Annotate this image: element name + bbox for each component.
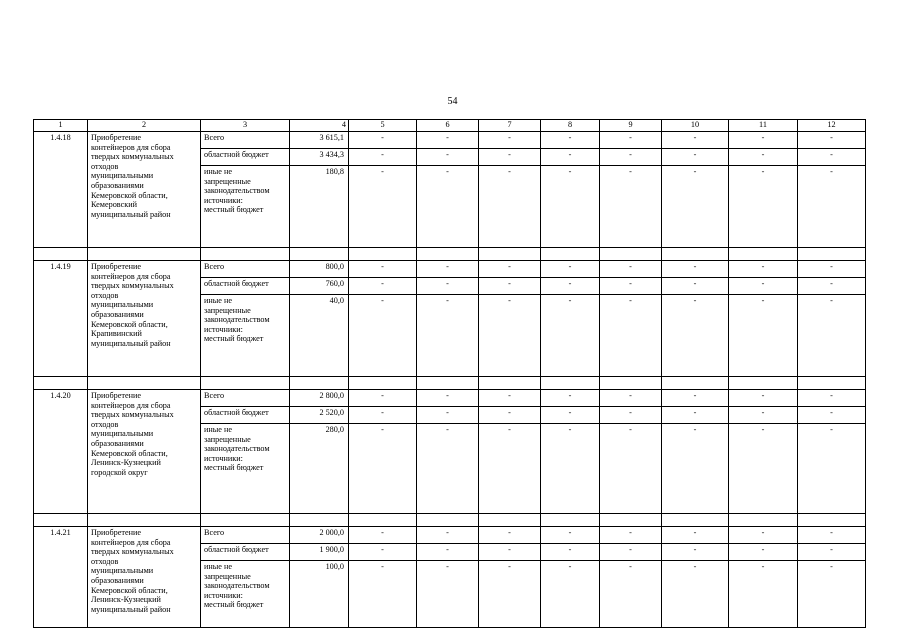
table-row <box>34 527 866 544</box>
spacer-cell <box>729 248 798 261</box>
table-row <box>34 261 866 278</box>
empty-value-cell: - <box>600 278 662 295</box>
empty-value-cell: - <box>349 295 417 377</box>
empty-value-cell: - <box>541 561 600 628</box>
funding-source: иные не запрещенные законодательством источники: местный бюджет <box>201 424 290 514</box>
spacer-cell <box>541 377 600 390</box>
empty-value-cell: - <box>798 527 866 544</box>
empty-value-cell: - <box>541 527 600 544</box>
empty-value-cell: - <box>349 166 417 248</box>
funding-source: Всего <box>201 390 290 407</box>
funding-source: Всего <box>201 527 290 544</box>
empty-value-cell: - <box>729 407 798 424</box>
spacer-cell <box>662 514 729 527</box>
empty-value-cell: - <box>479 149 541 166</box>
empty-value-cell: - <box>798 390 866 407</box>
empty-value-cell: - <box>600 261 662 278</box>
empty-value-cell: - <box>600 166 662 248</box>
empty-value-cell: - <box>479 132 541 149</box>
empty-value-cell: - <box>798 149 866 166</box>
funding-source: иные не запрещенные законодательством источники: местный бюджет <box>201 295 290 377</box>
empty-value-cell: - <box>662 132 729 149</box>
empty-value-cell: - <box>729 390 798 407</box>
amount-value: 180,8 <box>290 166 349 248</box>
spacer-cell <box>600 377 662 390</box>
empty-value-cell: - <box>729 424 798 514</box>
empty-value-cell: - <box>479 424 541 514</box>
item-number: 1.4.20 <box>34 390 88 514</box>
empty-value-cell: - <box>541 407 600 424</box>
empty-value-cell: - <box>349 407 417 424</box>
empty-value-cell: - <box>479 407 541 424</box>
empty-value-cell: - <box>798 261 866 278</box>
empty-value-cell: - <box>600 407 662 424</box>
funding-source: иные не запрещенные законодательством источники: местный бюджет <box>201 166 290 248</box>
empty-value-cell: - <box>417 261 479 278</box>
header-cell: 7 <box>479 120 541 132</box>
funding-source: Всего <box>201 261 290 278</box>
empty-value-cell: - <box>600 561 662 628</box>
spacer-row <box>34 248 866 261</box>
spacer-cell <box>290 377 349 390</box>
table-row <box>34 132 866 149</box>
spacer-cell <box>201 248 290 261</box>
empty-value-cell: - <box>541 295 600 377</box>
spacer-cell <box>417 514 479 527</box>
item-number: 1.4.18 <box>34 132 88 248</box>
funding-source: областной бюджет <box>201 278 290 295</box>
amount-value: 760,0 <box>290 278 349 295</box>
empty-value-cell: - <box>729 527 798 544</box>
empty-value-cell: - <box>541 390 600 407</box>
funding-source: областной бюджет <box>201 407 290 424</box>
funding-source: областной бюджет <box>201 149 290 166</box>
header-cell: 8 <box>541 120 600 132</box>
funding-source: Всего <box>201 132 290 149</box>
empty-value-cell: - <box>349 544 417 561</box>
header-cell: 6 <box>417 120 479 132</box>
empty-value-cell: - <box>600 132 662 149</box>
empty-value-cell: - <box>417 295 479 377</box>
spacer-cell <box>600 248 662 261</box>
empty-value-cell: - <box>349 424 417 514</box>
amount-value: 1 900,0 <box>290 544 349 561</box>
empty-value-cell: - <box>662 561 729 628</box>
header-cell: 5 <box>349 120 417 132</box>
spacer-cell <box>349 248 417 261</box>
empty-value-cell: - <box>729 295 798 377</box>
empty-value-cell: - <box>662 278 729 295</box>
empty-value-cell: - <box>417 149 479 166</box>
header-cell: 4 <box>290 120 349 132</box>
empty-value-cell: - <box>798 407 866 424</box>
spacer-cell <box>600 514 662 527</box>
empty-value-cell: - <box>662 407 729 424</box>
empty-value-cell: - <box>798 424 866 514</box>
spacer-cell <box>88 377 201 390</box>
budget-table <box>33 119 866 628</box>
item-name: Приобретение контейнеров для сбора твердых коммунальных отходов муниципальными образованиями Кемеровской области, Кемеровский муниципальный район <box>88 132 201 248</box>
empty-value-cell: - <box>417 544 479 561</box>
empty-value-cell: - <box>417 407 479 424</box>
empty-value-cell: - <box>729 261 798 278</box>
spacer-cell <box>729 514 798 527</box>
amount-value: 3 434,3 <box>290 149 349 166</box>
empty-value-cell: - <box>798 544 866 561</box>
empty-value-cell: - <box>541 132 600 149</box>
spacer-cell <box>541 514 600 527</box>
spacer-cell <box>349 377 417 390</box>
empty-value-cell: - <box>349 390 417 407</box>
empty-value-cell: - <box>600 527 662 544</box>
header-cell: 2 <box>88 120 201 132</box>
empty-value-cell: - <box>798 166 866 248</box>
empty-value-cell: - <box>479 390 541 407</box>
empty-value-cell: - <box>662 166 729 248</box>
spacer-cell <box>798 377 866 390</box>
empty-value-cell: - <box>662 424 729 514</box>
empty-value-cell: - <box>600 544 662 561</box>
empty-value-cell: - <box>600 149 662 166</box>
empty-value-cell: - <box>417 390 479 407</box>
empty-value-cell: - <box>662 295 729 377</box>
empty-value-cell: - <box>600 424 662 514</box>
empty-value-cell: - <box>349 261 417 278</box>
amount-value: 2 000,0 <box>290 527 349 544</box>
spacer-cell <box>201 514 290 527</box>
spacer-cell <box>290 248 349 261</box>
item-number: 1.4.21 <box>34 527 88 628</box>
empty-value-cell: - <box>349 278 417 295</box>
empty-value-cell: - <box>479 561 541 628</box>
amount-value: 2 520,0 <box>290 407 349 424</box>
item-name: Приобретение контейнеров для сбора твердых коммунальных отходов муниципальными образованиями Кемеровской области, Ленинск-Кузнецкий муниципальный район <box>88 527 201 628</box>
empty-value-cell: - <box>798 295 866 377</box>
amount-value: 40,0 <box>290 295 349 377</box>
spacer-cell <box>662 377 729 390</box>
spacer-cell <box>541 248 600 261</box>
empty-value-cell: - <box>479 527 541 544</box>
amount-value: 280,0 <box>290 424 349 514</box>
empty-value-cell: - <box>729 544 798 561</box>
empty-value-cell: - <box>541 261 600 278</box>
header-cell: 1 <box>34 120 88 132</box>
empty-value-cell: - <box>541 166 600 248</box>
empty-value-cell: - <box>662 149 729 166</box>
header-cell: 3 <box>201 120 290 132</box>
spacer-cell <box>729 377 798 390</box>
empty-value-cell: - <box>417 166 479 248</box>
empty-value-cell: - <box>349 561 417 628</box>
item-number: 1.4.19 <box>34 261 88 377</box>
empty-value-cell: - <box>541 424 600 514</box>
empty-value-cell: - <box>541 149 600 166</box>
empty-value-cell: - <box>798 561 866 628</box>
empty-value-cell: - <box>798 132 866 149</box>
empty-value-cell: - <box>541 278 600 295</box>
empty-value-cell: - <box>349 132 417 149</box>
empty-value-cell: - <box>479 166 541 248</box>
spacer-row <box>34 377 866 390</box>
header-cell: 11 <box>729 120 798 132</box>
spacer-cell <box>290 514 349 527</box>
empty-value-cell: - <box>729 166 798 248</box>
amount-value: 800,0 <box>290 261 349 278</box>
empty-value-cell: - <box>662 261 729 278</box>
empty-value-cell: - <box>600 295 662 377</box>
funding-source: иные не запрещенные законодательством источники: местный бюджет <box>201 561 290 628</box>
spacer-cell <box>662 248 729 261</box>
empty-value-cell: - <box>417 561 479 628</box>
item-name: Приобретение контейнеров для сбора твердых коммунальных отходов муниципальными образованиями Кемеровской области, Крапивинский муниципальный район <box>88 261 201 377</box>
page-number: 54 <box>447 96 458 107</box>
empty-value-cell: - <box>417 424 479 514</box>
empty-value-cell: - <box>349 149 417 166</box>
amount-value: 100,0 <box>290 561 349 628</box>
empty-value-cell: - <box>662 390 729 407</box>
empty-value-cell: - <box>349 527 417 544</box>
empty-value-cell: - <box>479 295 541 377</box>
empty-value-cell: - <box>600 390 662 407</box>
empty-value-cell: - <box>729 278 798 295</box>
spacer-cell <box>349 514 417 527</box>
header-cell: 12 <box>798 120 866 132</box>
spacer-cell <box>88 248 201 261</box>
spacer-cell <box>34 248 88 261</box>
empty-value-cell: - <box>417 132 479 149</box>
empty-value-cell: - <box>479 544 541 561</box>
header-cell: 10 <box>662 120 729 132</box>
empty-value-cell: - <box>541 544 600 561</box>
funding-source: областной бюджет <box>201 544 290 561</box>
empty-value-cell: - <box>729 149 798 166</box>
empty-value-cell: - <box>479 278 541 295</box>
spacer-cell <box>798 248 866 261</box>
spacer-cell <box>88 514 201 527</box>
spacer-cell <box>479 514 541 527</box>
spacer-cell <box>201 377 290 390</box>
table-row <box>34 390 866 407</box>
header-cell: 9 <box>600 120 662 132</box>
amount-value: 3 615,1 <box>290 132 349 149</box>
spacer-cell <box>479 377 541 390</box>
item-name: Приобретение контейнеров для сбора твердых коммунальных отходов муниципальными образованиями Кемеровской области, Ленинск-Кузнецкий городской округ <box>88 390 201 514</box>
spacer-cell <box>417 248 479 261</box>
spacer-cell <box>34 514 88 527</box>
amount-value: 2 800,0 <box>290 390 349 407</box>
empty-value-cell: - <box>798 278 866 295</box>
header-row <box>34 120 866 132</box>
spacer-cell <box>34 377 88 390</box>
spacer-row <box>34 514 866 527</box>
empty-value-cell: - <box>662 527 729 544</box>
empty-value-cell: - <box>729 561 798 628</box>
spacer-cell <box>798 514 866 527</box>
spacer-cell <box>417 377 479 390</box>
empty-value-cell: - <box>417 527 479 544</box>
empty-value-cell: - <box>479 261 541 278</box>
empty-value-cell: - <box>662 544 729 561</box>
empty-value-cell: - <box>729 132 798 149</box>
spacer-cell <box>479 248 541 261</box>
empty-value-cell: - <box>417 278 479 295</box>
